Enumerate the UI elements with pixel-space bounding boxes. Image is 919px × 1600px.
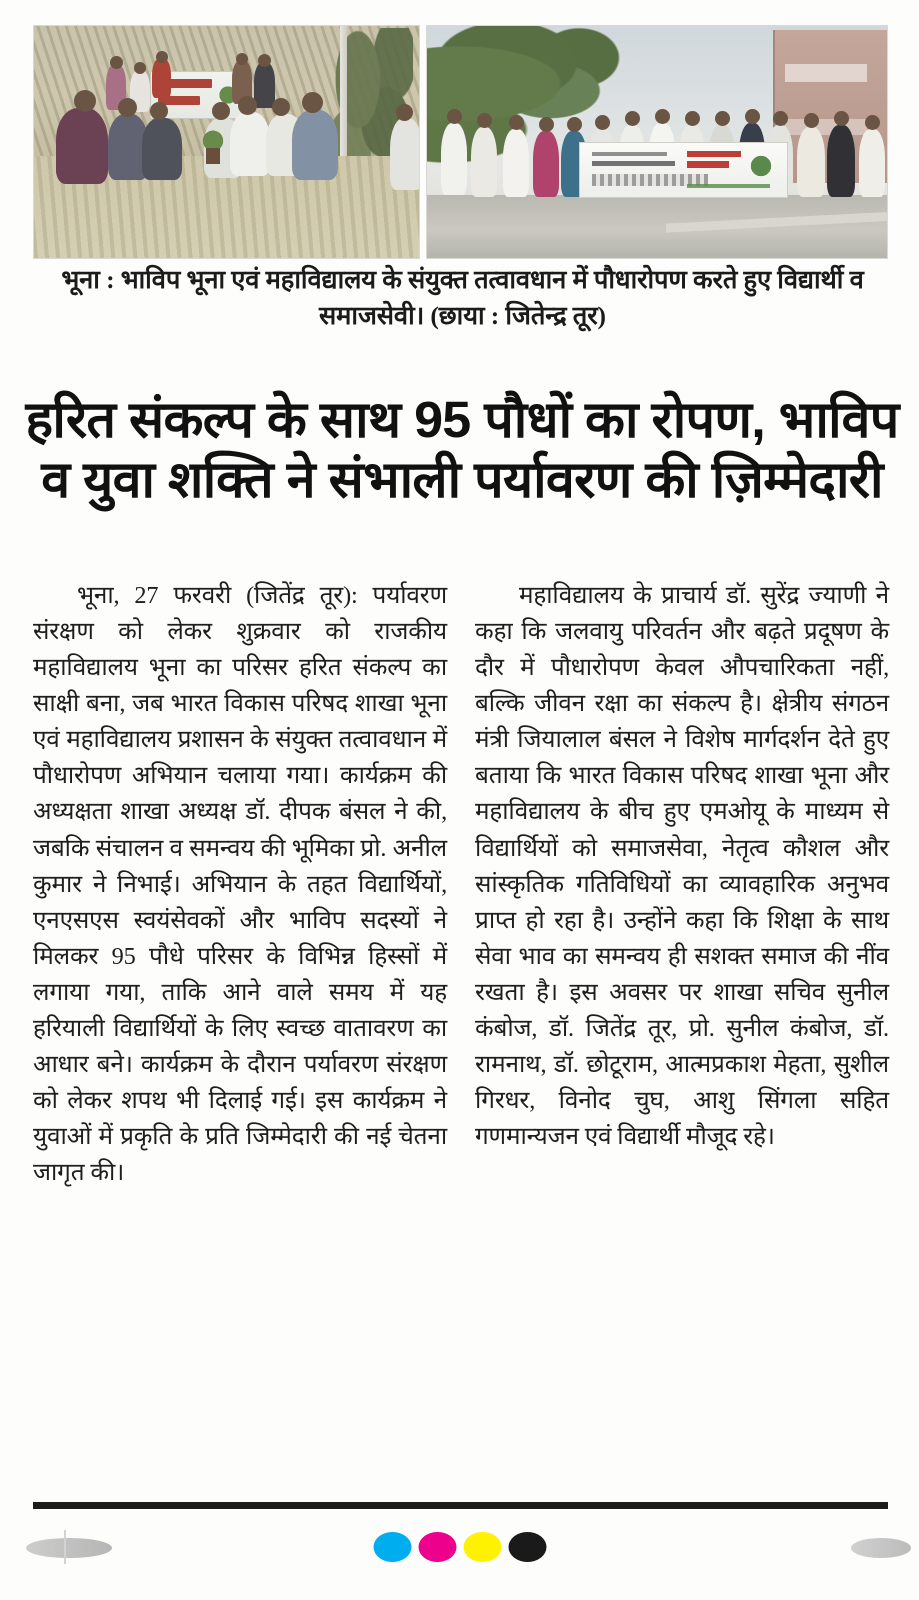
photo-person-head [302, 92, 323, 113]
headline-line-1: हरित संकल्प के साथ 95 पौधों का रोपण, भाविप [25, 391, 899, 449]
photo-person-head [150, 102, 168, 120]
banner-green-strip [687, 184, 770, 188]
photo-person [533, 131, 559, 197]
photo-person [142, 118, 182, 180]
photo-person-head [834, 111, 849, 126]
article-column-left [33, 578, 447, 1478]
photo-person [859, 129, 885, 197]
photo-person-head [74, 90, 96, 112]
black-registration-dot [508, 1532, 546, 1562]
photo-person [797, 127, 825, 197]
photo-person-head [509, 115, 524, 130]
article-column-right [475, 578, 889, 1478]
photo-person-head [134, 62, 146, 74]
photo-person-head [567, 117, 582, 132]
bottom-rule [33, 1502, 888, 1509]
photo-person [152, 58, 171, 98]
photo-person-head [773, 111, 788, 126]
photo-person-head [258, 54, 271, 67]
photo-person-head [655, 109, 670, 124]
banner-headline-red [687, 161, 728, 167]
photo-person-head [865, 115, 880, 130]
photo-person-head [118, 98, 137, 117]
photo-person [56, 108, 108, 184]
photo-person [503, 129, 529, 197]
photo-sapling-leaves [200, 130, 226, 148]
banner-text-line [592, 161, 675, 166]
photo-person-head [238, 96, 257, 115]
photo-person [292, 110, 338, 180]
photo-person-head [539, 117, 554, 132]
photo-caption: भूना : भाविप भूना एवं महाविद्यालय के संयुक्त तत्वावधान में पौधारोपण करते हुए विद्यार्थी व समाजसेवी। (छाया : जितेन्द्र तूर) [61, 265, 864, 331]
photo-awareness-rally-group [426, 25, 888, 259]
photo-strip [33, 25, 888, 257]
photo-tree-plantation-group [33, 25, 420, 259]
article-paragraph-right: महाविद्यालय के प्राचार्य डॉ. सुरेंद्र ज्याणी ने कहा कि जलवायु परिवर्तन और बढ़ते प्रदूषण के दौर में पौधारोपण केवल औपचारिकता नहीं, बल्कि जीवन रक्षा का संकल्प है। क्षेत्रीय संगठन मंत्री जियालाल बंसल ने विशेष मार्गदर्शन देते हुए बताया कि भारत विकास परिषद शाखा भूना और महाविद्यालय के बीच हुए एमओयू के माध्यम से विद्यार्थियों को समाजसेवा, नेतृत्व कौशल और सांस्कृतिक गतिविधियों का व्यावहारिक अनुभव प्राप्त हो रहा है। उन्होंने कहा कि शिक्षा के साथ सेवा भाव का समन्वय ही सशक्त समाज की नींव रखता है। इस अवसर पर शाखा सचिव सुनील कंबोज, डॉ. जितेंद्र तूर, प्रो. सुनील कंबोज, डॉ. रामनाथ, डॉ. छोटूराम, आत्मप्रकाश मेहता, सुशील गिरधर, विनोद चुघ, आशु सिंगला सहित गणमान्यजन एवं विद्यार्थी मौजूद रहे। [475, 582, 889, 1151]
photo-person-head [804, 113, 819, 128]
photo-person [254, 62, 275, 108]
photo-person-head [595, 115, 610, 130]
print-smudge-left [26, 1538, 112, 1558]
magenta-registration-dot [418, 1532, 456, 1562]
page-headline [25, 390, 898, 509]
photo-person-head [625, 111, 640, 126]
article-body [33, 578, 889, 1478]
photo-road [427, 195, 887, 258]
photo-person-head [745, 109, 760, 124]
print-smudge-right [851, 1538, 911, 1558]
photo-person-head [477, 113, 492, 128]
photo-person-head [212, 102, 230, 120]
print-registration-marks [0, 1524, 919, 1580]
headline-line-2: व युवा शक्ति ने संभाली पर्यावरण की ज़िम्मेदारी [41, 450, 883, 508]
photo-person-head [110, 56, 123, 69]
banner-text-line [592, 152, 667, 156]
photo-person-head [447, 109, 462, 124]
photo-person-head [156, 51, 168, 63]
photo-person-head [715, 111, 730, 126]
photo-rally-banner [579, 142, 788, 197]
banner-headline-red [687, 151, 741, 157]
cyan-registration-dot [373, 1532, 411, 1562]
photo-person-head [396, 104, 413, 121]
photo-person [471, 127, 497, 197]
print-tick-mark [64, 1530, 66, 1564]
photo-person-head [685, 111, 700, 126]
yellow-registration-dot [463, 1532, 501, 1562]
photo-person [230, 112, 270, 176]
photo-person [827, 125, 855, 197]
photo-person-head [272, 98, 290, 116]
photo-person-head [236, 53, 248, 65]
leaf-logo-icon [748, 153, 774, 179]
photo-person [441, 123, 467, 195]
photo-person [390, 118, 420, 190]
cmyk-dot-row [373, 1532, 546, 1562]
article-paragraph-left: भूना, 27 फरवरी (जितेंद्र तूर): पर्यावरण संरक्षण को लेकर शुक्रवार को राजकीय महाविद्यालय भूना का परिसर हरित संकल्प का साक्षी बना, जब भारत विकास परिषद शाखा भूना एवं महाविद्यालय प्रशासन के संयुक्त तत्वावधान में पौधारोपण अभियान चलाया गया। कार्यक्रम की अध्यक्षता शाखा अध्यक्ष डॉ. दीपक बंसल ने की, जबकि संचालन व समन्वय की भूमिका प्रो. अनील कुमार ने निभाई। अभियान के तहत विद्यार्थियों, एनएसएस स्वयंसेवकों और भाविप सदस्यों ने मिलकर 95 पौधे परिसर के विभिन्न हिस्सों में लगाया गया, ताकि आने वाले समय में यह हरियाली विद्यार्थियों के लिए स्वच्छ वातावरण का आधार बने। कार्यक्रम के दौरान पर्यावरण संरक्षण को लेकर शपथ भी दिलाई गई। इस कार्यक्रम ने युवाओं में प्रकृति के प्रति जिम्मेदारी की नई चेतना जागृत की। [33, 582, 447, 1187]
